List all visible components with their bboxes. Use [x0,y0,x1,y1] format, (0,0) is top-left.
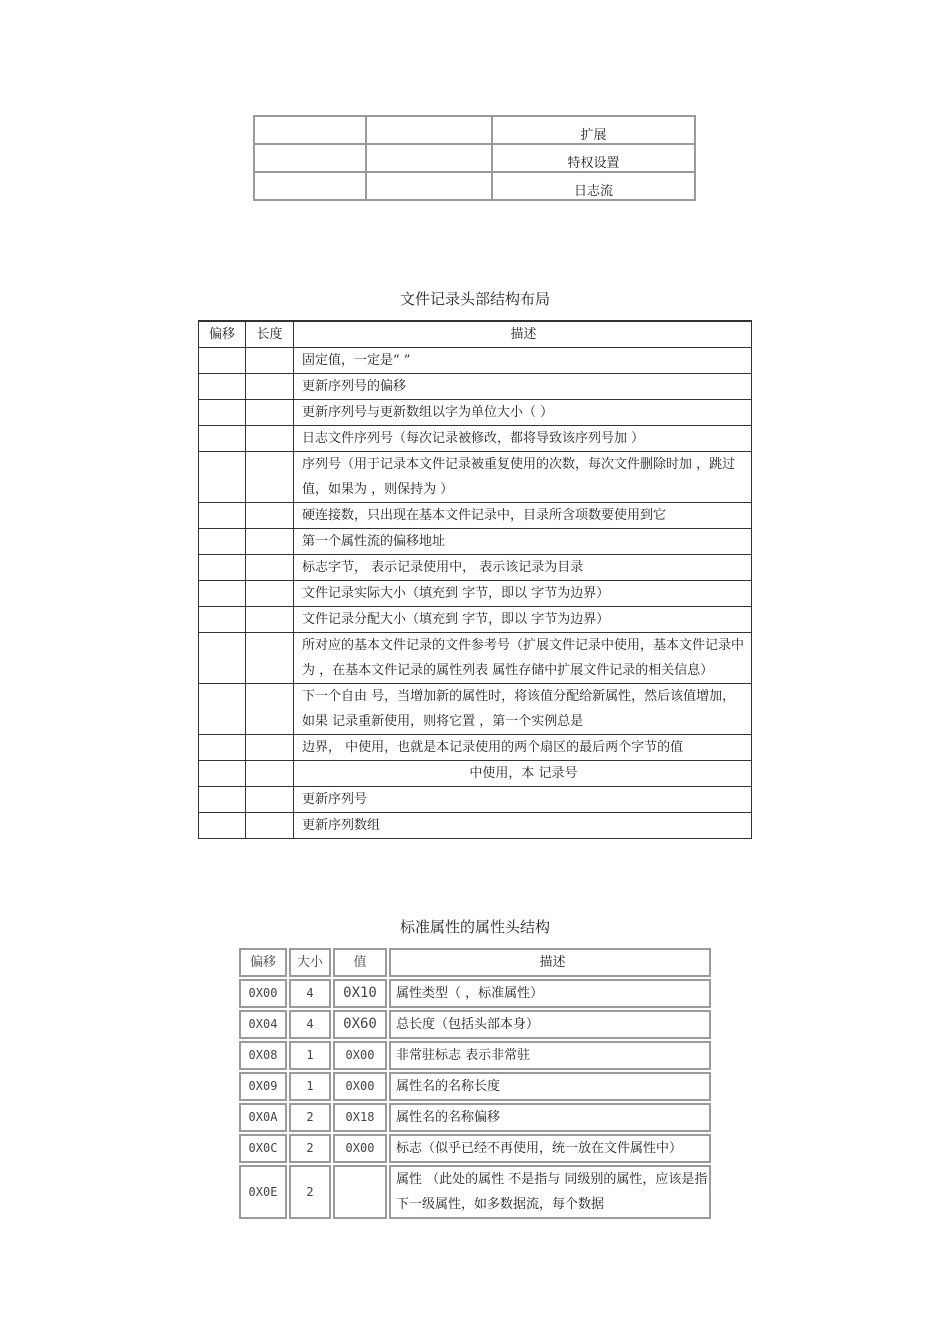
row-offset: 0X09 [239,1072,287,1101]
row-desc: 属性名的名称长度 [389,1072,711,1101]
file-record-header-table [198,320,752,839]
row-desc: 总长度（包括头部本身） [389,1010,711,1039]
row-desc: 更新序列数组 [294,813,752,839]
row-desc: 边界， 中使用，也就是本记录使用的两个扇区的最后两个字节的值 [294,735,752,761]
row-desc: 属性 （此处的属性 不是指与 同级别的属性，应该是指下一级属性，如多数据流，每个数据 [389,1165,711,1219]
row-offset: 0X0C [239,1134,287,1163]
row-desc: 更新序列号 [294,787,752,813]
table-row [239,1010,711,1039]
row-size: 1 [289,1041,331,1070]
row-size: 2 [289,1134,331,1163]
table-row [199,374,752,400]
row-desc: 下一个自由 号，当增加新的属性时，将该值分配给新属性，然后该值增加，如果 记录重新使用，则将它置 ，第一个实例总是 [294,684,752,735]
table-row [199,684,752,735]
row-value: 0X10 [333,979,387,1008]
row-size: 4 [289,1010,331,1039]
row-desc: 所对应的基本文件记录的文件参考号（扩展文件记录中使用，基本文件记录中为 ，在基本文件记录的属性列表 属性存储中扩展文件记录的相关信息） [294,633,752,684]
table-row [254,116,695,144]
row-desc: 非常驻标志 表示非常驻 [389,1041,711,1070]
table-row [239,1072,711,1101]
row-desc: 硬连接数，只出现在基本文件记录中，目录所含项数要使用到它 [294,503,752,529]
row-size: 2 [289,1103,331,1132]
row-value [333,1165,387,1219]
table-row [199,452,752,503]
top-table [253,115,696,201]
table-row [199,529,752,555]
row-desc: 标志字节， 表示记录使用中， 表示该记录为目录 [294,555,752,581]
row-value: 0X18 [333,1103,387,1132]
row-desc: 属性名的名称偏移 [389,1103,711,1132]
row-offset: 0X0A [239,1103,287,1132]
column-header-size: 大小 [289,948,331,977]
row-offset: 0X08 [239,1041,287,1070]
standard-attribute-header-table [237,946,713,1221]
table-cell [366,172,492,200]
row-desc: 日志文件序列号（每次记录被修改，都将导致该序列号加 ） [294,426,752,452]
row-desc: 标志（似乎已经不再使用，统一放在文件属性中） [389,1134,711,1163]
row-value: 0X60 [333,1010,387,1039]
row-desc: 第一个属性流的偏移地址 [294,529,752,555]
table-row [254,172,695,200]
table-row [199,813,752,839]
table-cell [254,116,366,144]
table-cell [254,172,366,200]
row-value: 0X00 [333,1134,387,1163]
column-header-desc: 描述 [294,321,752,348]
table-cell [366,116,492,144]
table-cell [254,144,366,172]
column-header-length: 长度 [246,321,294,348]
row-size: 1 [289,1072,331,1101]
table-row [199,503,752,529]
table-row [199,787,752,813]
section-title: 标准属性的属性头结构 [399,918,550,936]
row-offset: 0X04 [239,1010,287,1039]
table-row [239,1134,711,1163]
row-desc: 文件记录实际大小（填充到 字节，即以 字节为边界） [294,581,752,607]
table-header-row [199,321,752,348]
row-size: 4 [289,979,331,1008]
table-cell: 日志流 [492,172,695,200]
table-row [199,735,752,761]
row-desc: 属性类型（ ，标准属性） [389,979,711,1008]
row-desc: 固定值，一定是“ ” [294,348,752,374]
column-header-offset: 偏移 [199,321,246,348]
row-desc: 中使用，本 记录号 [294,761,752,787]
row-size: 2 [289,1165,331,1219]
table-row [239,979,711,1008]
table-row [254,144,695,172]
row-desc: 序列号（用于记录本文件记录被重复使用的次数，每次文件删除时加 ，跳过 值，如果为 ，则保持为 ） [294,452,752,503]
table-row [199,555,752,581]
row-desc: 更新序列号的偏移 [294,374,752,400]
row-offset: 0X0E [239,1165,287,1219]
row-desc: 更新序列号与更新数组以字为单位大小（ ） [294,400,752,426]
column-header-offset: 偏移 [239,948,287,977]
table-row [199,633,752,684]
table-cell: 特权设置 [492,144,695,172]
table-row [239,1041,711,1070]
table-cell: 扩展 [492,116,695,144]
table-row [239,1165,711,1219]
table-cell [366,144,492,172]
table-row [239,1103,711,1132]
table-row [199,348,752,374]
table-row [199,581,752,607]
row-value: 0X00 [333,1072,387,1101]
column-header-desc: 描述 [389,948,711,977]
row-offset: 0X00 [239,979,287,1008]
column-header-value: 值 [333,948,387,977]
section-title: 文件记录头部结构布局 [399,290,550,308]
row-value: 0X00 [333,1041,387,1070]
table-header-row [239,948,711,977]
table-row [199,761,752,787]
table-row [199,400,752,426]
row-desc: 文件记录分配大小（填充到 字节，即以 字节为边界） [294,607,752,633]
table-row [199,607,752,633]
table-row [199,426,752,452]
